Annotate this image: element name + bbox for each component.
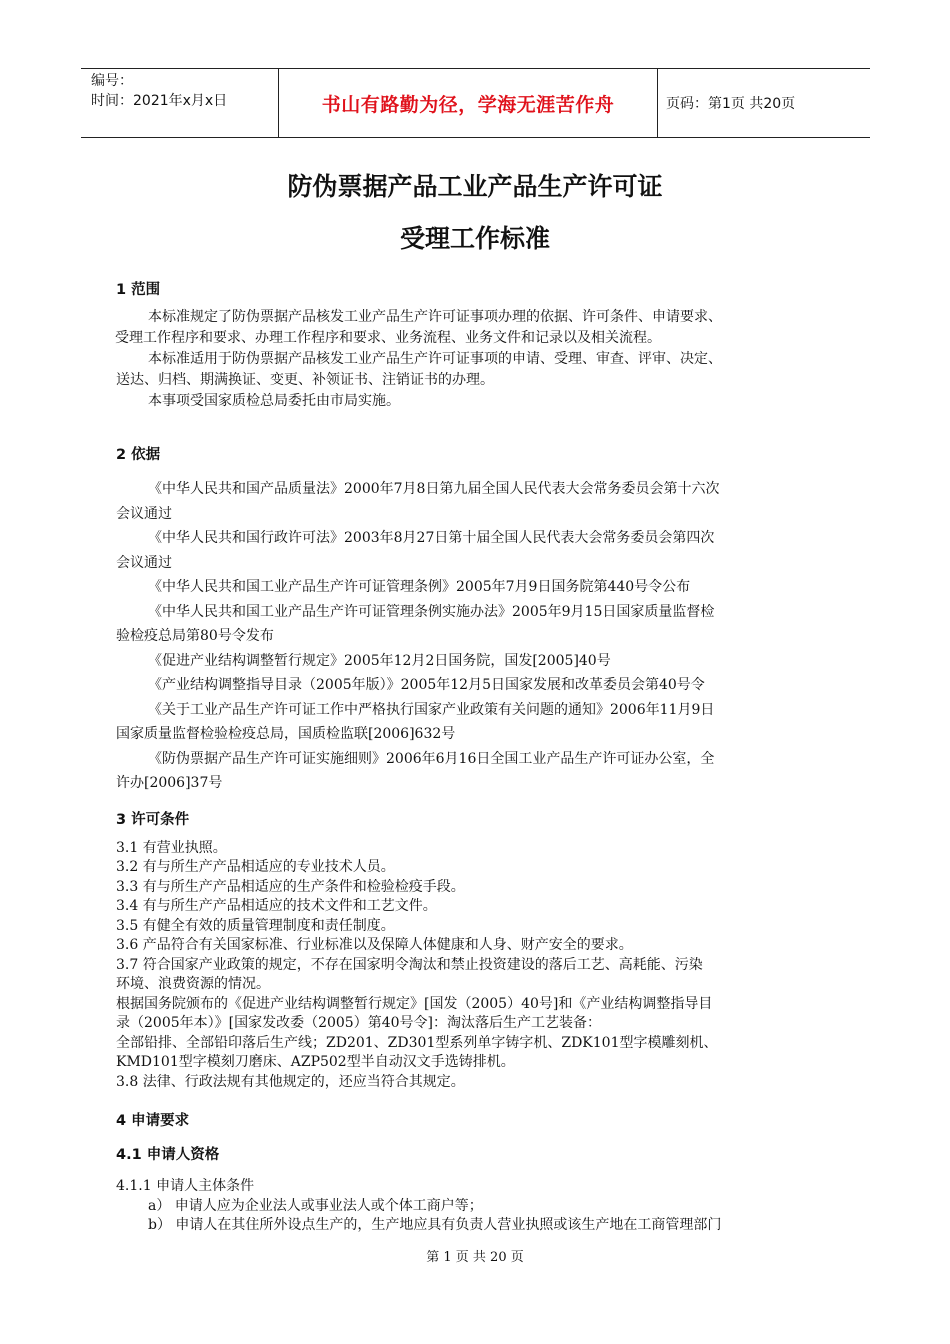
reference-item: 会议通过 — [116, 554, 172, 571]
header-motto: 书山有路勤为径，学海无涯苦作舟 — [279, 69, 658, 137]
reference-item: 《中华人民共和国行政许可法》2003年8月27日第十届全国人民代表大会常务委员会第四次 — [148, 530, 715, 546]
condition-item: 3.7 符合国家产业政策的规定，不存在国家明令淘汰和禁止投资建设的落后工艺、高耗能、污染 — [116, 956, 703, 973]
condition-item: 3.4 有与所生产产品相适应的技术文件和工艺文件。 — [116, 898, 437, 914]
paragraph: 受理工作程序和要求、办理工作程序和要求、业务流程、业务文件和记录以及相关流程。 — [115, 330, 661, 346]
document-title-line2: 受理工作标准 — [399, 224, 550, 253]
paragraph: 本标准适用于防伪票据产品核发工业产品生产许可证事项的申请、受理、审查、评审、决定、 — [148, 351, 722, 367]
document-title-line1: 防伪票据产品工业产品生产许可证 — [287, 172, 663, 201]
section-3-body — [116, 839, 852, 1093]
list-item: b） 申请人在其住所外设点生产的，生产地应具有负责人营业执照或该生产地在工商管理部门 — [148, 1217, 722, 1233]
condition-item: 全部铅排、全部铅印落后生产线；ZD201、ZD301型系列单字铸字机、ZDK101型字模雕刻机、 — [116, 1034, 718, 1051]
paragraph: 本标准规定了防伪票据产品核发工业产品生产许可证事项办理的依据、许可条件、申请要求、 — [148, 309, 722, 325]
reference-item: 会议通过 — [116, 505, 172, 522]
header-page-code: 页码：第1页 共20页 — [666, 96, 796, 112]
section-4-body — [116, 1177, 852, 1236]
reference-item: 《中华人民共和国产品质量法》2000年7月8日第九届全国人民代表大会常务委员会第十六次 — [148, 481, 720, 497]
header-table — [81, 68, 870, 138]
reference-item: 国家质量监督检验检疫总局，国质检监联[2006]632号 — [116, 726, 456, 742]
section-2-heading: 2 依据 — [116, 447, 161, 463]
section-4-heading: 4 申请要求 — [116, 1113, 190, 1129]
condition-item: 录（2005年本）》[国家发改委（2005）第40号令]：淘汰落后生产工艺装备： — [116, 1015, 601, 1031]
condition-item: KMD101型字模刻刀磨床、AZP502型半自动汉文手选铸排机。 — [116, 1054, 515, 1070]
condition-item: 3.8 法律、行政法规有其他规定的，还应当符合其规定。 — [116, 1073, 465, 1090]
reference-item: 验检疫总局第80号令发布 — [116, 628, 274, 644]
section-3-heading: 3 许可条件 — [116, 811, 190, 828]
reference-item: 《产业结构调整指导目录（2005年版）》2005年12月5日国家发展和改革委员会第40号令 — [148, 677, 705, 693]
condition-item: 3.6 产品符合有关国家标准、行业标准以及保障人体健康和人身、财产安全的要求。 — [116, 937, 633, 953]
paragraph: 本事项受国家质检总局委托由市局实施。 — [148, 393, 400, 409]
time-label: 时间：2021年x月x日 — [91, 93, 228, 109]
item-heading: 4.1.1 申请人主体条件 — [116, 1178, 255, 1194]
condition-item: 3.5 有健全有效的质量管理制度和责任制度。 — [116, 917, 395, 934]
condition-item: 3.3 有与所生产产品相适应的生产条件和检验检疫手段。 — [116, 878, 465, 895]
section-1-body — [116, 307, 852, 412]
reference-item: 许办[2006]37号 — [116, 775, 223, 791]
document-body — [116, 270, 852, 1236]
paragraph: 送达、归档、期满换证、变更、补领证书、注销证书的办理。 — [116, 372, 494, 388]
number-label: 编号： — [91, 73, 133, 89]
condition-item: 3.1 有营业执照。 — [116, 839, 227, 856]
reference-item: 《促进产业结构调整暂行规定》2005年12月2日国务院，国发[2005]40号 — [148, 652, 611, 669]
header-meta — [81, 69, 279, 137]
section-4-1-heading: 4.1 申请人资格 — [116, 1147, 220, 1163]
section-1-heading: 1 范围 — [116, 282, 161, 298]
reference-item: 《中华人民共和国工业产品生产许可证管理条例》2005年7月9日国务院第440号令公布 — [148, 579, 691, 595]
condition-item: 3.2 有与所生产产品相适应的专业技术人员。 — [116, 859, 395, 875]
section-2-body — [116, 477, 852, 796]
reference-item: 《防伪票据产品生产许可证实施细则》2006年6月16日全国工业产品生产许可证办公室，全 — [148, 750, 715, 767]
reference-item: 《中华人民共和国工业产品生产许可证管理条例实施办法》2005年9月15日国家质量监督检 — [148, 603, 715, 620]
reference-item: 《关于工业产品生产许可证工作中严格执行国家产业政策有关问题的通知》2006年11月9日 — [148, 701, 715, 718]
condition-item: 环境、浪费资源的情况。 — [116, 976, 270, 992]
page-footer: 第 1 页 共 20 页 — [426, 1250, 524, 1265]
condition-item: 根据国务院颁布的《促进产业结构调整暂行规定》[国发（2005）40号]和《产业结构调整指导目 — [116, 995, 713, 1012]
list-item: a） 申请人应为企业法人或事业法人或个体工商户等； — [148, 1197, 483, 1214]
